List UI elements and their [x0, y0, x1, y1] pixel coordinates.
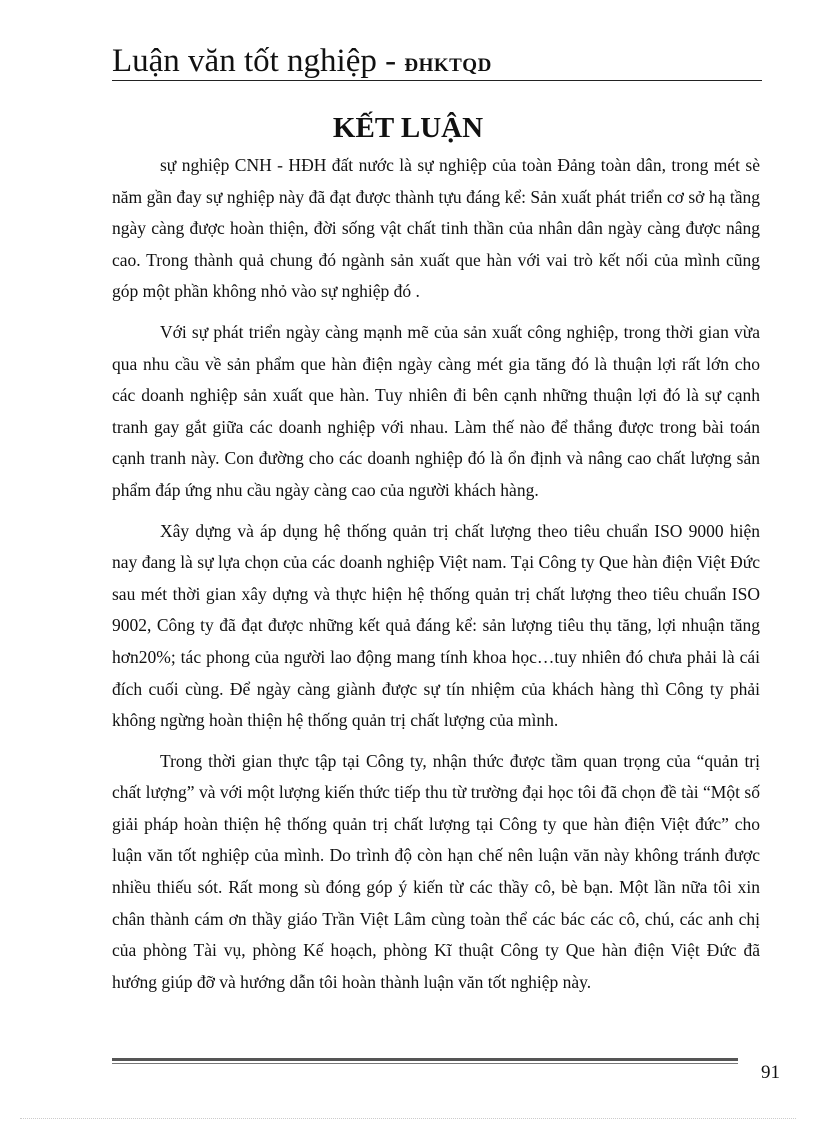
header-divider: [112, 80, 762, 81]
section-title: KẾT LUẬN: [332, 112, 484, 144]
paragraph: Xây dựng và áp dụng hệ thống quản trị chất lượng theo tiêu chuẩn ISO 9000 hiện nay đang là sự lựa chọn của các doanh nghiệp Việt nam. Tại Công ty Que hàn điện Việt Đức sau mét thời gian xây dựng và thực hiện hệ thống quản trị chất lượng theo tiêu chuẩn ISO 9002, Công ty đã đạt được những kết quả đáng kể: sản lượng tiêu thụ tăng, lợi nhuận tăng hơn20%; tác phong của người lao động mang tính khoa học…tuy nhiên đó chưa phải là cái đích cuối cùng. Để ngày càng giành được sự tín nhiệm của khách hàng thì Công ty phải không ngừng hoàn thiện hệ thống quản trị chất lượng của mình.: [112, 520, 760, 731]
body-text: [112, 150, 760, 1007]
header-title-text: Luận văn tốt nghiệp -: [112, 43, 405, 79]
footer-divider-thick: [112, 1058, 738, 1061]
paragraph: Trong thời gian thực tập tại Công ty, nhận thức được tầm quan trọng của “quản trị chất lượng” và với một lượng kiến thức tiếp thu từ trường đại học tôi đã chọn đề tài “Một số giải pháp hoàn thiện hệ thống quản trị chất lượng tại Công ty que hàn điện Việt đức” cho luận văn tốt nghiệp của mình. Do trình độ còn hạn chế nên luận văn này không tránh được nhiều thiếu sót. Rất mong sù đóng góp ý kiến từ các thầy cô, bè bạn. Một lần nữa tôi xin chân thành cám ơn thầy giáo Trần Việt Lâm cùng toàn thể các bác các cô, chú, các anh chị của phòng Tài vụ, phòng Kế hoạch, phòng Kĩ thuật Công ty Que hàn điện Việt Đức đã hướng giúp đỡ và hướng dẫn tôi hoàn thành luận văn tốt nghiệp này.: [112, 750, 760, 992]
page-header: [112, 40, 762, 82]
footer-divider-thin: [112, 1063, 738, 1064]
paragraph: Với sự phát triển ngày càng mạnh mẽ của sản xuất công nghiệp, trong thời gian vừa qua nhu cầu về sản phẩm que hàn điện ngày càng mét gia tăng đó là thuận lợi rất lớn cho các doanh nghiệp sản xuất que hàn. Tuy nhiên đi bên cạnh những thuận lợi đó là sự cạnh tranh gay gắt giữa các doanh nghiệp với nhau. Làm thế nào để thắng được trong bài toán cạnh tranh này. Con đường cho các doanh nghiệp đó là ổn định và nâng cao chất lượng sản phẩm đáp ứng nhu cầu ngày càng cao của người khách hàng.: [112, 321, 760, 500]
page-number: 91: [761, 1062, 780, 1083]
paragraph: sự nghiệp CNH - HĐH đất nước là sự nghiệp của toàn Đảng toàn dân, trong mét sè năm gần đay sự nghiệp này đã đạt được thành tựu đáng kể: Sản xuất phát triển cơ sở hạ tầng ngày càng được hoàn thiện, đời sống vật chất tinh thần của nhân dân ngày càng được nâng cao. Trong thành quả chung đó ngành sản xuất que hàn với vai trò kết nối của mình cũng góp một phần không nhỏ vào sự nghiệp đó .: [112, 155, 760, 302]
bottom-dotted-border: [20, 1118, 796, 1119]
header-subtitle: ĐHKTQD: [404, 55, 492, 76]
